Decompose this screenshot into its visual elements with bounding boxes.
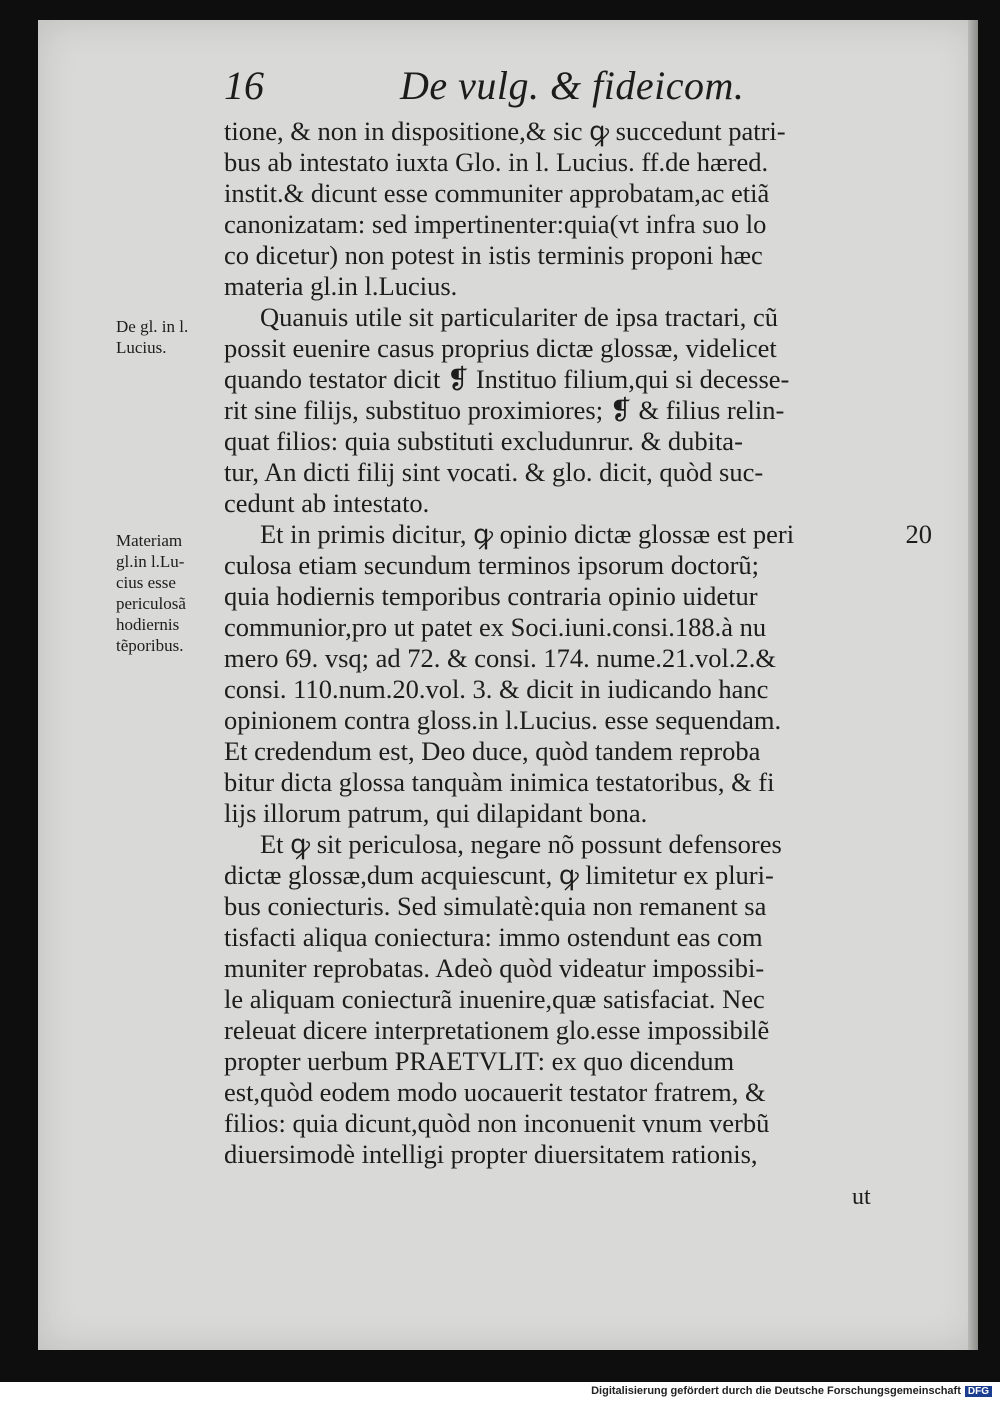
side-note-materiam — [116, 530, 220, 656]
text-line: lijs illorum patrum, qui dilapidant bona. — [224, 798, 648, 828]
credit-text: Digitalisierung gefördert durch die Deutsche Forschungsgemeinschaft — [591, 1385, 961, 1397]
text-line: tione, & non in dispositione,& sic ꝙ succedunt patri- — [224, 116, 786, 146]
page-number: 16 — [224, 63, 264, 108]
side-note-line: hodiernis — [116, 615, 180, 634]
dfg-logo: DFG — [965, 1386, 992, 1397]
text-line: quia hodiernis temporibus contraria opinio uidetur — [224, 581, 758, 611]
text-line: tisfacti aliqua coniectura: immo ostendunt eas com — [224, 922, 763, 952]
text-line: quat filios: quia substituti excludunrur. & dubita- — [224, 426, 743, 456]
text-line: communior,pro ut patet ex Soci.iuni.consi.188.à nu — [224, 612, 767, 642]
text-line: bitur dicta glossa tanquàm inimica testatoribus, & fi — [224, 767, 775, 797]
text-line: quando testator dicit ❡ Instituo filium,qui si decesse- — [224, 364, 790, 394]
text-line: possit euenire casus proprius dictæ glossæ, videlicet — [224, 333, 777, 363]
text-line: culosa etiam secundum terminos ipsorum doctorũ; — [224, 550, 760, 580]
text-line: Et credendum est, Deo duce, quòd tandem reproba — [224, 736, 761, 766]
line-number: 20 — [905, 519, 932, 549]
text-line-content: Et in primis dicitur, ꝙ opinio dictæ glossæ est peri — [260, 519, 795, 549]
text-line: co dicetur) non potest in istis terminis proponi hæc — [224, 240, 763, 270]
text-line: Quanuis utile sit particulariter de ipsa tractari, cũ — [260, 302, 779, 332]
page-edge — [968, 20, 978, 1350]
funding-credit — [591, 1385, 992, 1397]
side-note-gl-lucius — [116, 316, 220, 358]
text-line: bus coniecturis. Sed simulatè:quia non remanent sa — [224, 891, 767, 921]
text-line: releuat dicere interpretationem glo.esse impossibilẽ — [224, 1015, 770, 1045]
text-line: filios: quia dicunt,quòd non inconuenit vnum verbũ — [224, 1108, 770, 1138]
main-text-block — [224, 116, 932, 1170]
catchword: ut — [852, 1184, 871, 1210]
text-line: instit.& dicunt esse communiter approbatam,ac etiã — [224, 178, 770, 208]
text-line: muniter reprobatas. Adeò quòd videatur impossibi- — [224, 953, 765, 983]
text-line: dictæ glossæ,dum acquiescunt, ꝙ limitetur ex pluri- — [224, 860, 774, 890]
side-note-line: tẽporibus. — [116, 636, 184, 655]
text-line: mero 69. vsq; ad 72. & consi. 174. nume.21.vol.2.& — [224, 643, 777, 673]
text-line: diuersimodè intelligi propter diuersitatem rationis, — [224, 1139, 758, 1169]
text-line: canonizatam: sed impertinenter:quia(vt infra suo lo — [224, 209, 767, 239]
text-line: materia gl.in l.Lucius. — [224, 271, 458, 301]
side-note-line: cius esse — [116, 573, 176, 592]
side-note-line: Materiam — [116, 531, 183, 550]
side-note-line: gl.in l.Lu- — [116, 552, 185, 571]
text-line: cedunt ab intestato. — [224, 488, 430, 518]
text-line — [224, 519, 932, 550]
side-note-line: Lucius. — [116, 338, 167, 357]
text-line: opinionem contra gloss.in l.Lucius. esse sequendam. — [224, 705, 782, 735]
side-note-line: periculosã — [116, 594, 186, 613]
footer-bar — [0, 1382, 1000, 1404]
page-header — [224, 62, 924, 122]
text-line: consi. 110.num.20.vol. 3. & dicit in iudicando hanc — [224, 674, 769, 704]
text-line: le aliquam coniecturã inuenire,quæ satisfaciat. Nec — [224, 984, 765, 1014]
text-line: tur, An dicti filij sint vocati. & glo. dicit, quòd suc- — [224, 457, 764, 487]
text-line: est,quòd eodem modo uocauerit testator fratrem, & — [224, 1077, 766, 1107]
side-note-line: De gl. in l. — [116, 317, 189, 336]
text-line: Et ꝙ sit periculosa, negare nõ possunt defensores — [260, 829, 782, 859]
text-line: rit sine filijs, substituo proximiores; ❡ & filius relin- — [224, 395, 785, 425]
text-line: propter uerbum PRAETVLIT: ex quo dicendum — [224, 1046, 735, 1076]
text-line: bus ab intestato iuxta Glo. in l. Lucius. ff.de hæred. — [224, 147, 769, 177]
running-title: De vulg. & fideicom. — [400, 63, 745, 108]
